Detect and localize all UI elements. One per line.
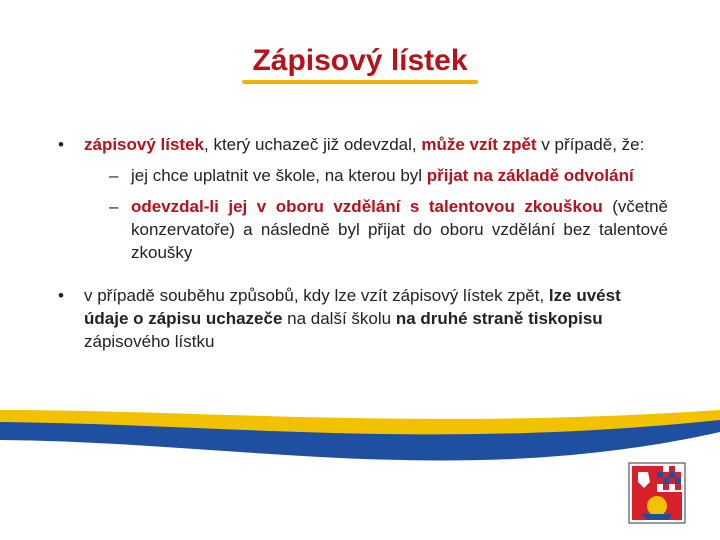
bullet-2-text — [84, 286, 621, 351]
text-run: na další školu — [282, 309, 396, 328]
text-run: lze uvést údaje o zápisu uchazeče — [84, 286, 621, 328]
sub-bullet-marker: – — [109, 166, 119, 185]
bullet-marker: • — [58, 286, 64, 305]
text-run: odevzdal-li jej v oboru vzdělání s talentovou zkouškou — [131, 197, 603, 216]
sub-bullet-1 — [84, 164, 668, 187]
title-area — [0, 44, 720, 82]
bullet-marker: • — [58, 135, 64, 154]
bullet-1 — [58, 133, 668, 264]
text-run: jej chce uplatnit ve škole, na kterou byl — [131, 166, 427, 185]
text-run: (včetně konzervatoře) a následně byl přijat do oboru vzdělání bez talentové zkoušky — [131, 197, 668, 262]
bullet-2 — [58, 284, 668, 353]
text-run: zápisového lístku — [84, 332, 215, 351]
slide-title: Zápisový lístek — [242, 44, 477, 82]
regional-coat-of-arms-icon — [628, 462, 686, 524]
decorative-wave — [0, 380, 720, 540]
text-run: v případě souběhu způsobů, kdy lze vzít zápisový lístek zpět, — [84, 286, 549, 305]
text-run: přijat na základě odvolání — [426, 166, 634, 185]
sub-bullet-marker: – — [109, 197, 119, 216]
text-run: na druhé straně tiskopisu — [395, 309, 603, 328]
page-number: 22 — [18, 421, 32, 435]
text-run: může vzít zpět — [421, 135, 537, 154]
text-run: v případě, že: — [536, 135, 645, 154]
text-run: zápisový lístek — [84, 135, 205, 154]
sub-bullet-2 — [84, 195, 668, 264]
bullet-1-text — [84, 135, 644, 154]
slide-content — [58, 133, 668, 367]
text-run: , který uchazeč již odevzdal, — [204, 135, 422, 154]
